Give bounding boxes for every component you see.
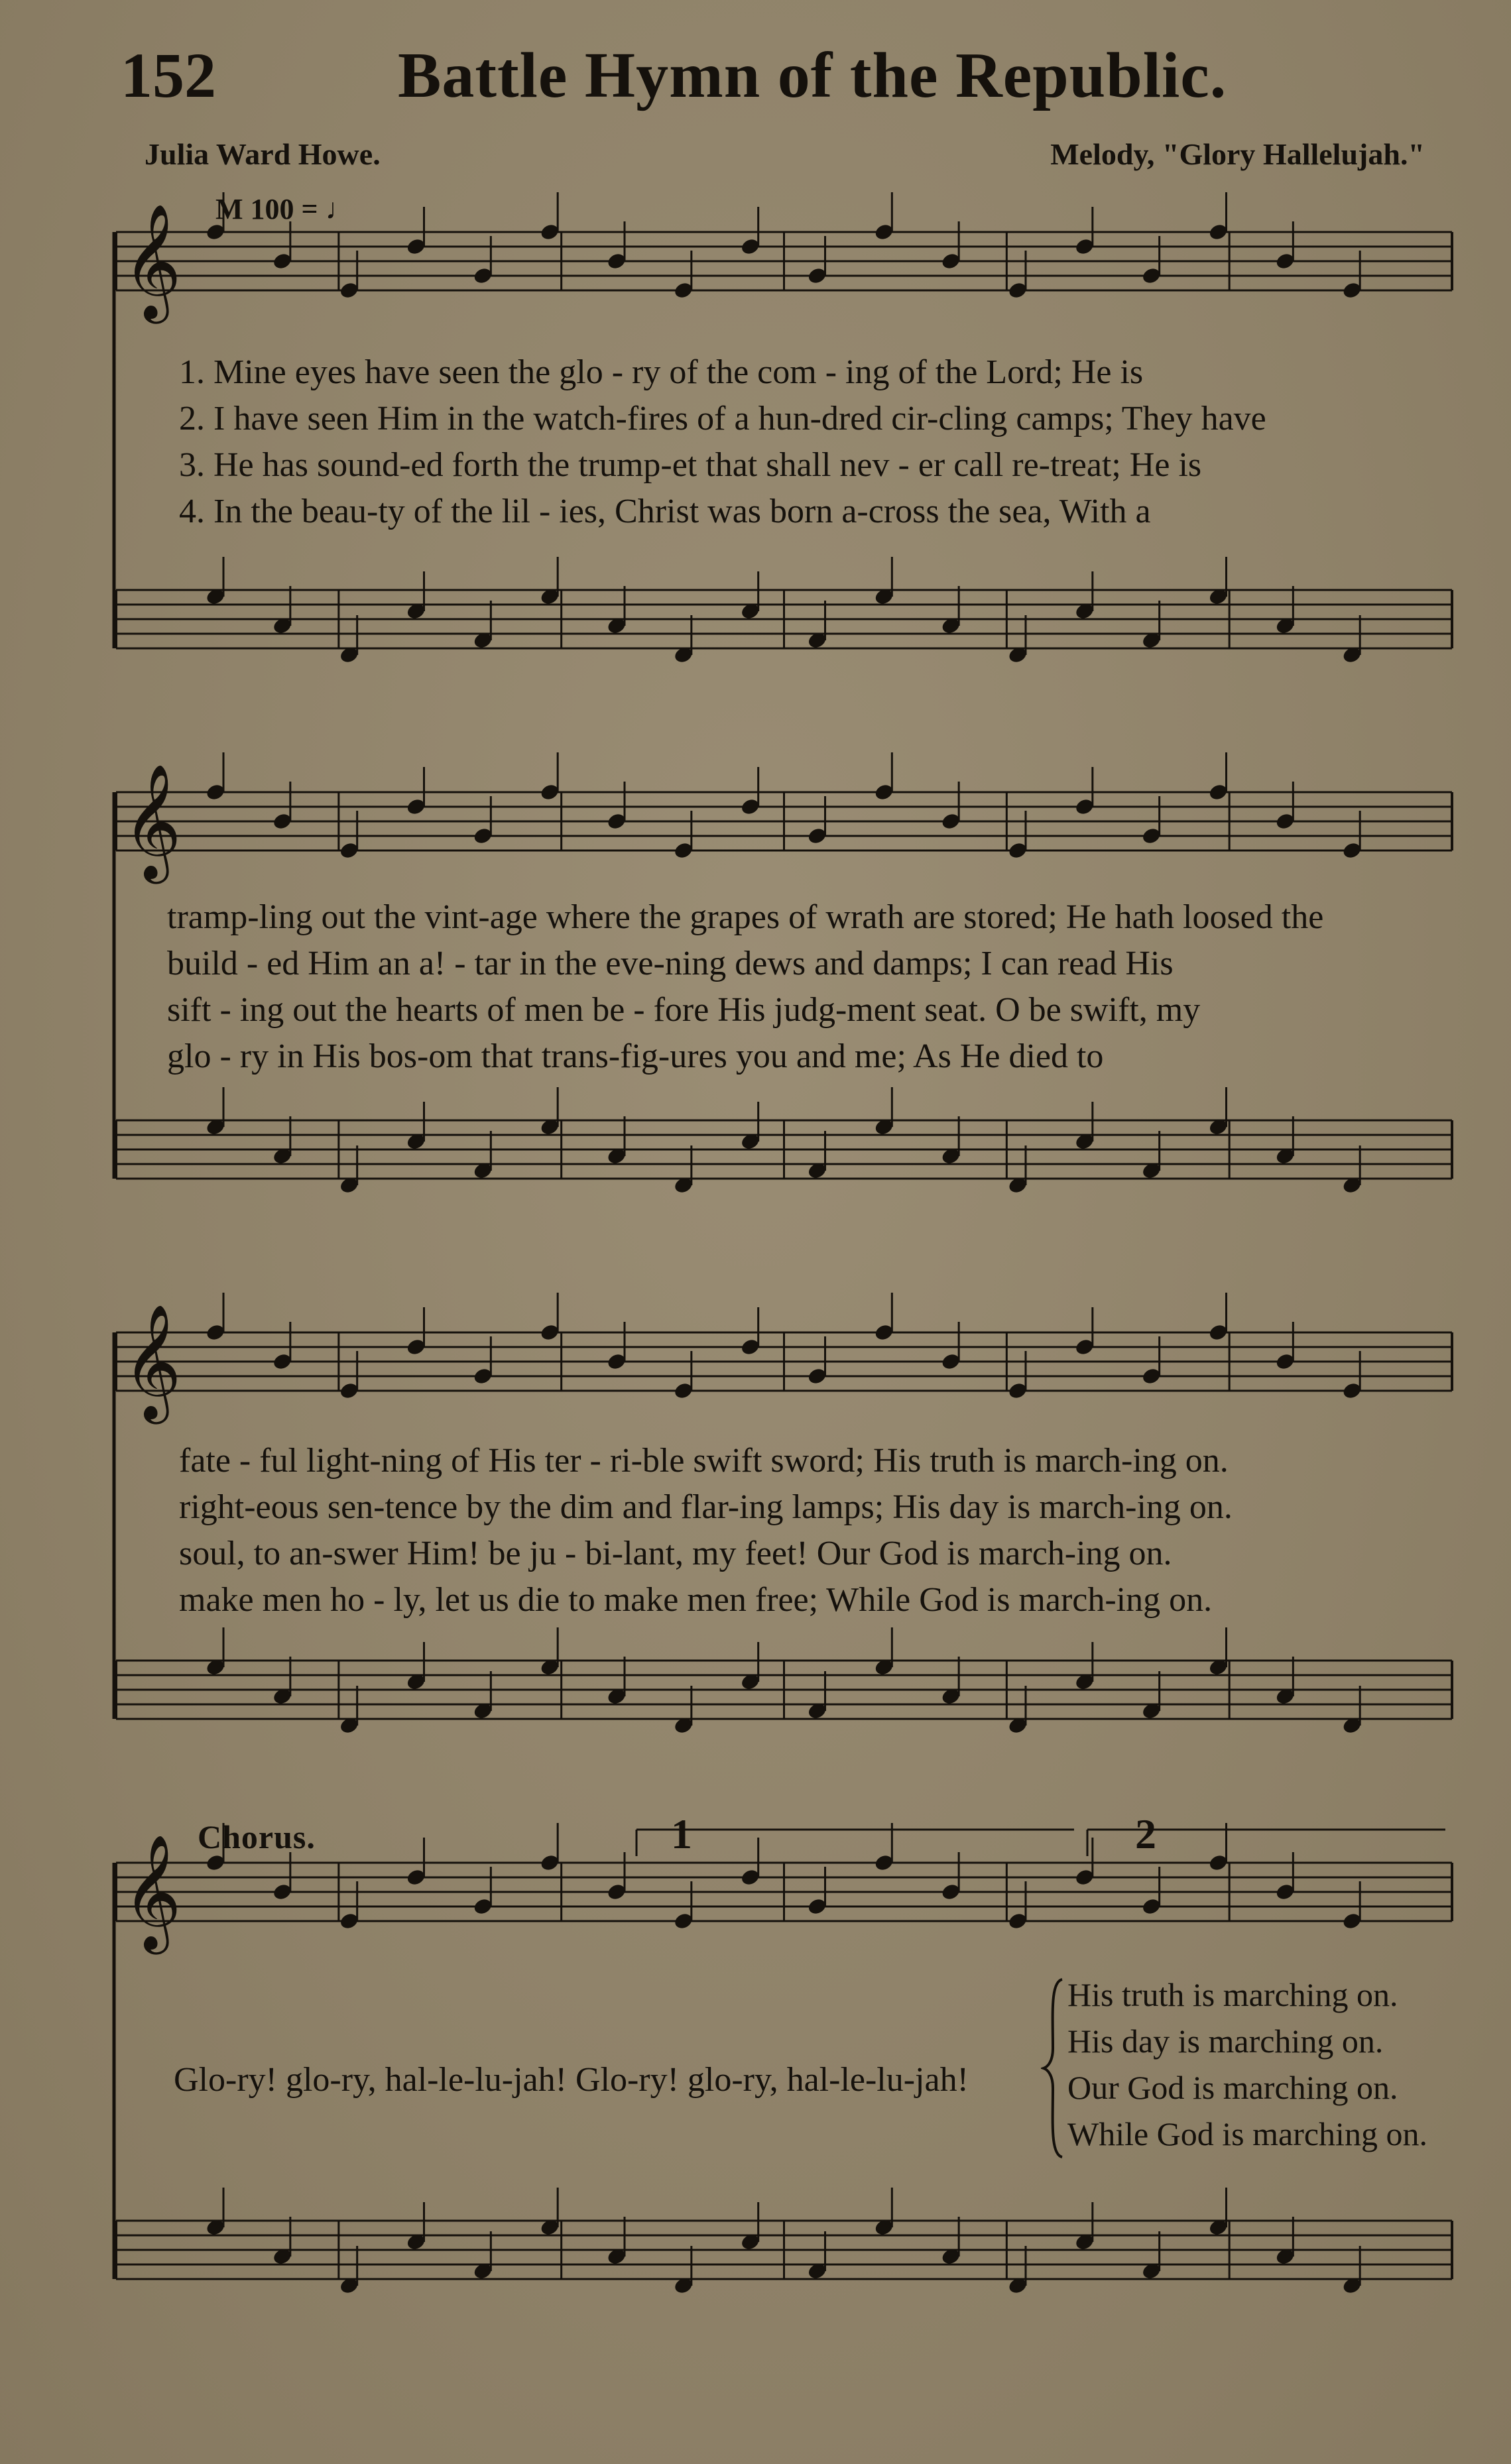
lyric-s2-v2: build - ed Him an a! - tar in the eve-ning dews and damps; I can read His <box>167 945 1174 982</box>
chorus-label: Chorus. <box>198 1818 316 1855</box>
lyric-s2-v4: glo - ry in His bos-om that trans-fig-ures you and me; As He died to <box>167 1037 1104 1075</box>
chorus-ending-3: Our God is marching on. <box>1067 2069 1398 2106</box>
lyric-s1-v2: 2. I have seen Him in the watch-fires of a hun-dred cir-cling camps; They have <box>179 400 1266 438</box>
chorus-ending-2: His day is marching on. <box>1067 2023 1384 2060</box>
lyric-s3-v4: make men ho - ly, let us die to make men free; While God is march-ing on. <box>179 1581 1213 1619</box>
brace-icon <box>1041 1975 1067 2161</box>
chorus-endings <box>1041 1975 1452 2161</box>
treble-clef-icon: 𝄞 <box>123 764 182 879</box>
chorus-lyric: Glo-ry! glo-ry, hal-le-lu-jah! Glo-ry! glo-ry, hal-le-lu-jah! <box>174 2061 969 2099</box>
page-number: 152 <box>121 40 216 111</box>
author-credit: Julia Ward Howe. <box>145 137 381 171</box>
tempo-marking: M 100 = ♩ <box>215 193 355 225</box>
lyric-s3-v3: soul, to an-swer Him! be ju - bi-lant, my feet! Our God is march-ing on. <box>179 1535 1172 1572</box>
chorus-ending-4: While God is marching on. <box>1067 2115 1427 2152</box>
lyric-s3-v2: right-eous sen-tence by the dim and flar-ing lamps; His day is march-ing on. <box>179 1488 1233 1526</box>
lyric-s2-v1: tramp-ling out the vint-age where the grapes of wrath are stored; He hath loosed the <box>167 898 1324 936</box>
treble-clef-icon: 𝄞 <box>123 1304 182 1419</box>
lyric-s3-v1: fate - ful light-ning of His ter - ri-ble swift sword; His truth is march-ing on. <box>179 1442 1229 1480</box>
treble-clef-icon: 𝄞 <box>123 1834 182 1950</box>
lyric-s2-v3: sift - ing out the hearts of men be - fore His judg-ment seat. O be swift, my <box>167 991 1201 1029</box>
hymn-title: Battle Hymn of the Republic. <box>398 40 1227 111</box>
volta-1-label: 1 <box>671 1810 692 1857</box>
volta-2-label: 2 <box>1135 1810 1156 1857</box>
lyric-s1-v1: 1. Mine eyes have seen the glo - ry of the com - ing of the Lord; He is <box>179 353 1144 391</box>
chorus-ending-1: His truth is marching on. <box>1067 1976 1398 2013</box>
lyric-s1-v4: 4. In the beau-ty of the lil - ies, Christ was born a-cross the sea, With a <box>179 493 1151 530</box>
melody-credit: Melody, "Glory Hallelujah." <box>1050 137 1425 171</box>
treble-clef-icon: 𝄞 <box>123 204 182 319</box>
lyric-s1-v3: 3. He has sound-ed forth the trump-et that shall nev - er call re-treat; He is <box>179 446 1202 484</box>
